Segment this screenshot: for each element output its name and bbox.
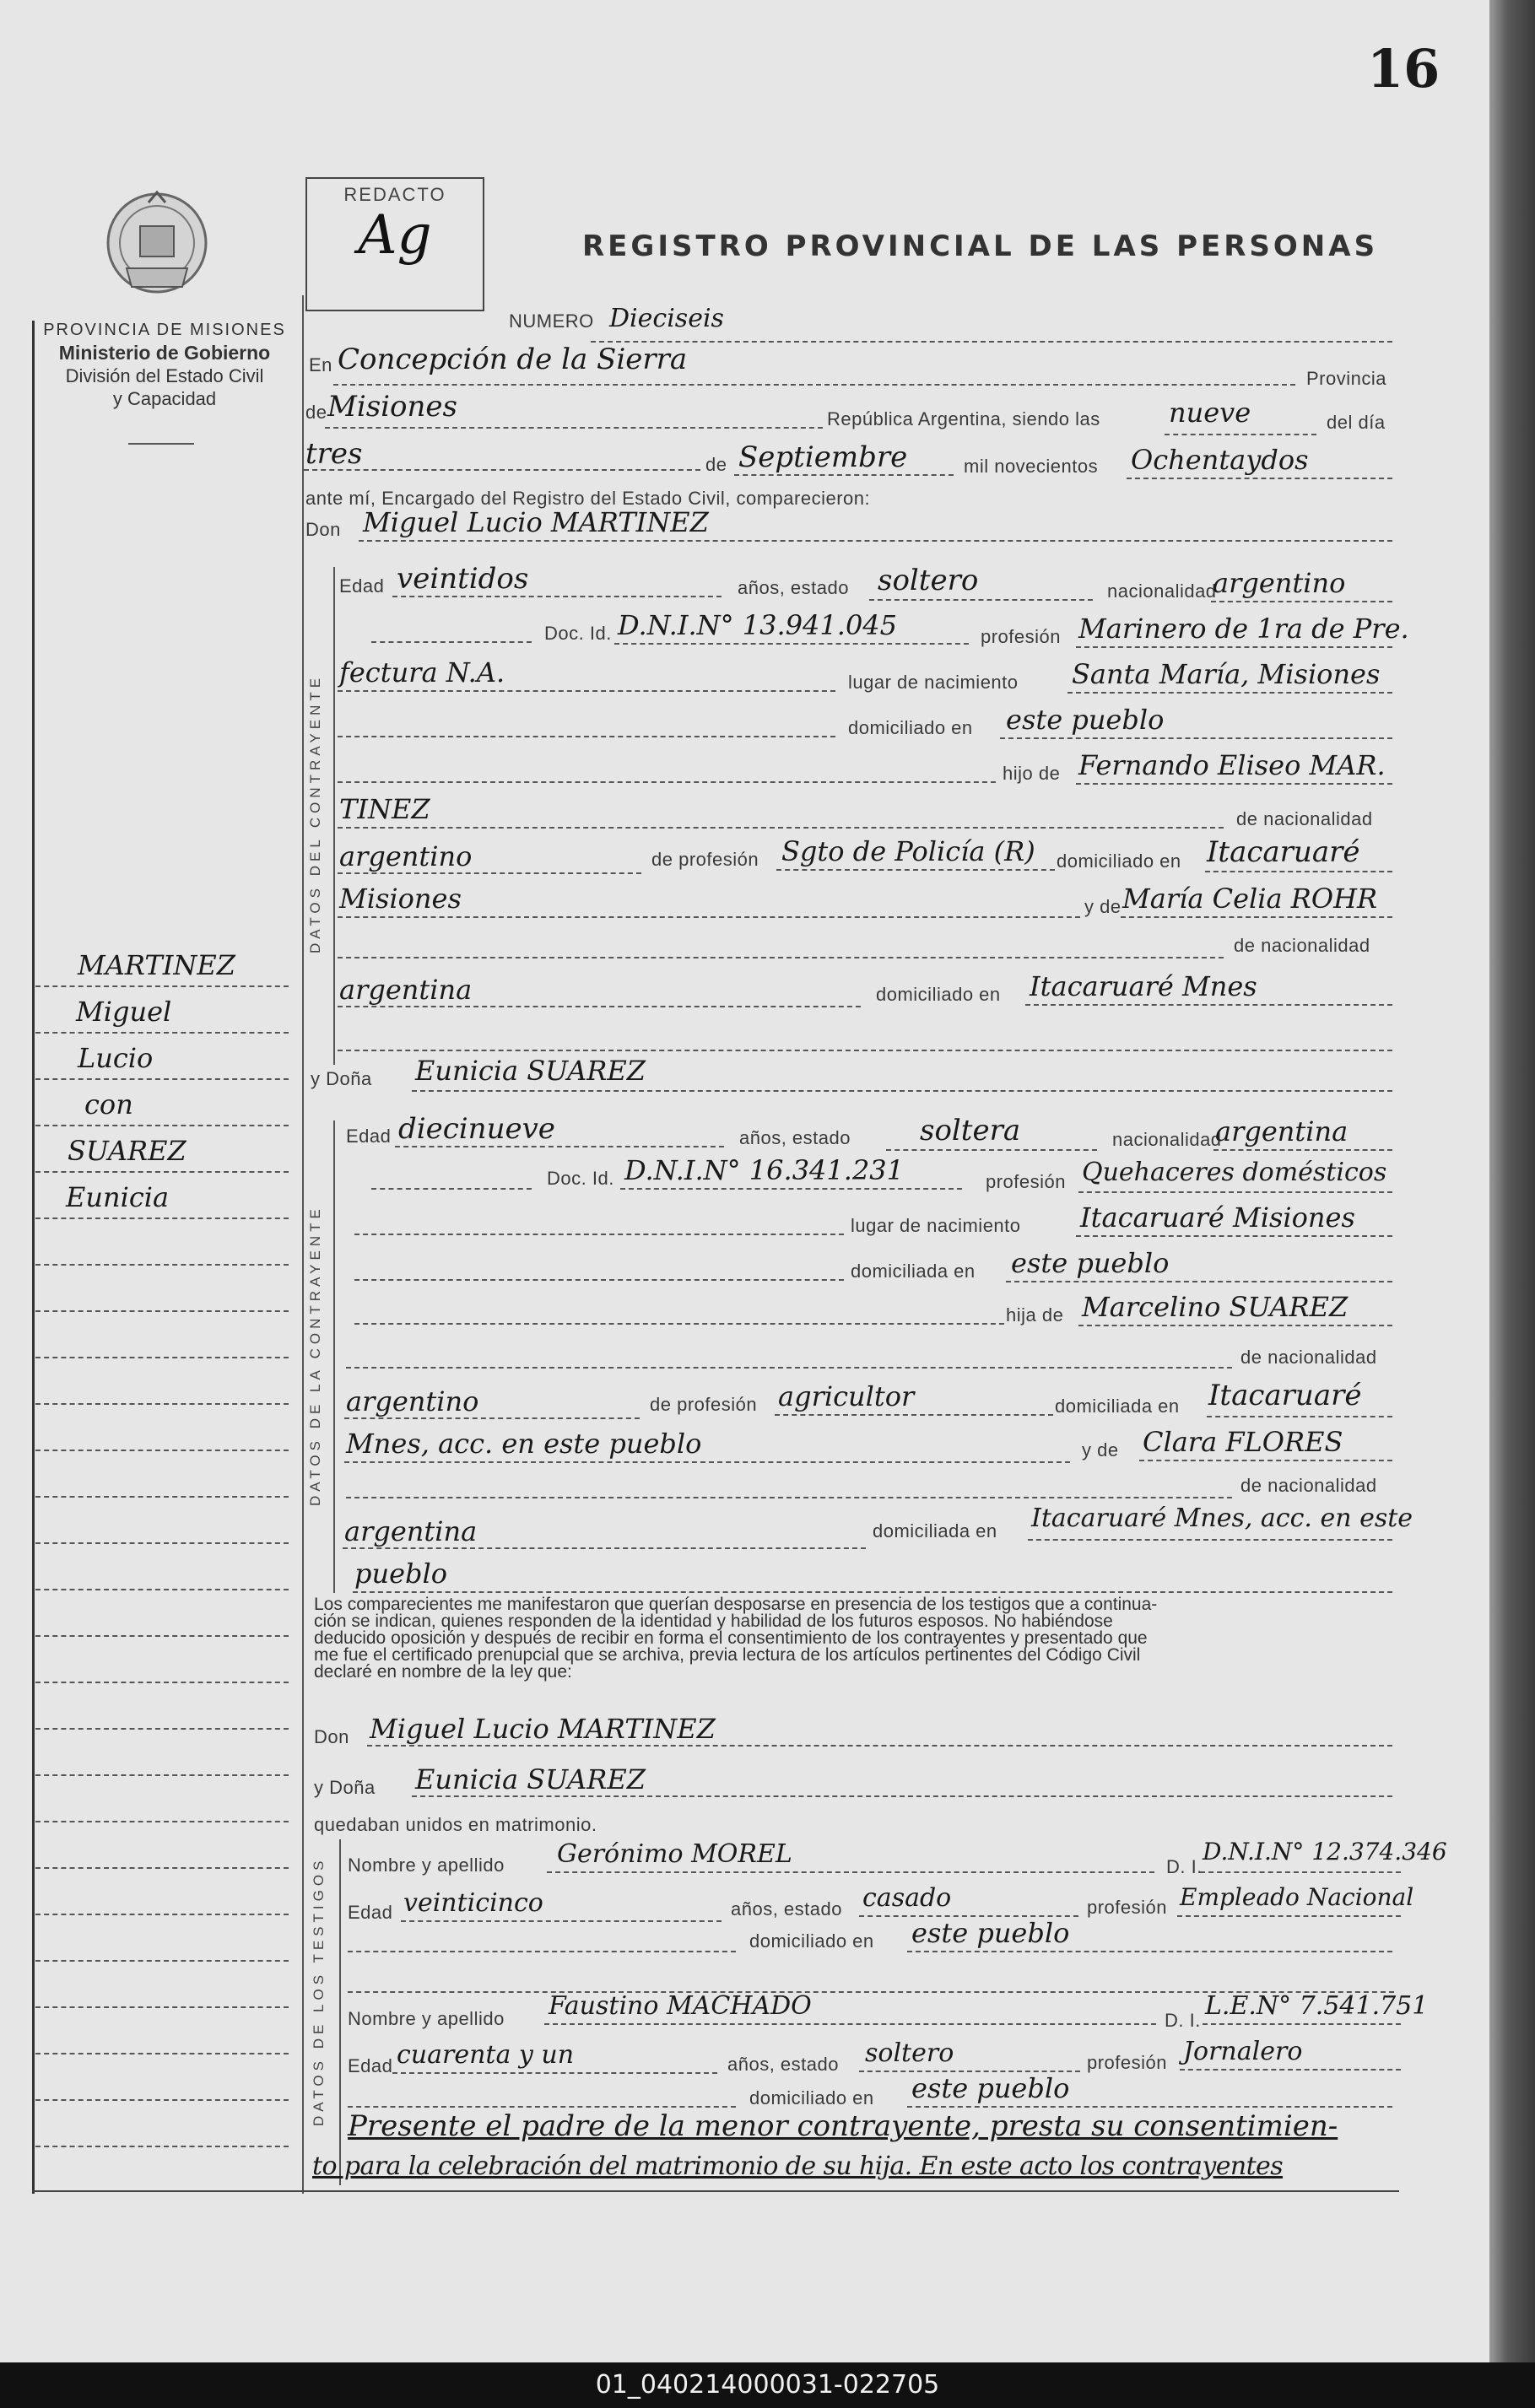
witness1-nombre-label: Nombre y apellido (348, 1855, 505, 1876)
bride-profesion-label: profesión (986, 1171, 1067, 1192)
witness2-domicilio: este pueblo (911, 2072, 1070, 2104)
witness2-edad-rule (392, 2072, 717, 2074)
body-frame-line (302, 295, 304, 2194)
sidebar-rule (35, 2053, 289, 2054)
groom-anios-estado-label: años, estado (738, 577, 849, 598)
witness2-edad-label: Edad (348, 2055, 393, 2076)
lugar-value: Concepción de la Sierra (338, 343, 688, 376)
bride-edad: diecinueve (398, 1112, 555, 1146)
binding-edge (1489, 0, 1535, 2362)
bride-nacionalidad: argentina (1215, 1115, 1349, 1147)
anio-rule (1127, 478, 1392, 479)
groom-domiciliado-label: domiciliado en (848, 717, 973, 738)
witness1-profesion-label: profesión (1087, 1897, 1168, 1918)
declaration-dona: Eunicia SUAREZ (415, 1763, 646, 1795)
de-label-2: de (705, 454, 727, 475)
bride-padre-dom-2-rule (344, 1461, 1070, 1463)
bride-padre-rule (1078, 1325, 1392, 1326)
witness2-nombre-rule (544, 2023, 1156, 2025)
declaration-line-4: me fue el certificado prenupcial que se archiva, previa lectura de los artículos pertinentes del Código Civil (314, 1645, 1141, 1665)
groom-madre-nac: argentina (339, 974, 473, 1006)
groom-profesion-label: profesión (981, 626, 1062, 647)
sidebar-rule (35, 1357, 289, 1358)
bride-padre: Marcelino SUAREZ (1082, 1291, 1349, 1323)
sidebar-rule (35, 1542, 289, 1544)
numero-rule (591, 341, 1392, 343)
groom-estado-rule (869, 599, 1093, 601)
redacto-label: REDACTO (343, 184, 446, 205)
groom-padre-1: Fernando Eliseo MAR. (1078, 749, 1386, 781)
sidebar-header (34, 319, 295, 410)
bride-hija-label: hija de (1006, 1304, 1064, 1325)
bride-doc-pre-rule (371, 1188, 532, 1190)
bride-de-nacionalidad-label: de nacionalidad (1240, 1347, 1377, 1368)
witness1-dom-pre-rule (348, 1951, 736, 1952)
declaration-line-5: declaré en nombre de la ley que: (314, 1662, 572, 1682)
bride-hija-pre-rule (354, 1323, 1004, 1325)
witness1-nombre: Gerónimo MOREL (557, 1839, 792, 1869)
witness2-domicilio-rule (907, 2106, 1392, 2108)
groom-hijo-pre-rule (338, 781, 996, 783)
groom-de-profesion-label: de profesión (651, 849, 759, 870)
bride-intro-label: y Doña (311, 1068, 372, 1089)
bride-profesion-rule (1078, 1191, 1392, 1193)
groom-padre-nac-rule (338, 872, 641, 874)
sidebar-rule (35, 2006, 289, 2008)
sidebar-rule (35, 1774, 289, 1776)
left-frame-line (32, 321, 35, 2194)
sidebar-rule (35, 1403, 289, 1405)
sidebar-rule (35, 1914, 289, 1915)
groom-padre-rule (1076, 783, 1392, 785)
bride-lugar-nac-label: lugar de nacimiento (851, 1215, 1021, 1236)
groom-lugar-nac-label: lugar de nacimiento (848, 672, 1019, 693)
bride-madre-rule (1139, 1460, 1392, 1461)
sidebar-rule (35, 1032, 289, 1034)
witness2-profesion: Jornalero (1183, 2037, 1303, 2066)
bride-padre-dom-label: domiciliada en (1055, 1396, 1180, 1417)
declaration-line-3: deducido oposición y después de recibir en forma el consentimiento de los contrayentes y presentado que (314, 1628, 1148, 1648)
quedaban-label: quedaban unidos en matrimonio. (314, 1814, 597, 1835)
sidebar-separator (128, 443, 194, 445)
witness1-domicilio: este pueblo (911, 1917, 1070, 1949)
declaration-line-2: ción se indican, quienes responden de la identidad y habilidad de los futuros esposos. No habiéndose (314, 1612, 1113, 1631)
sidebar-province: PROVINCIA DE MISIONES (43, 321, 286, 339)
declaration-don-label: Don (314, 1726, 349, 1747)
bride-padre-nac-rule (344, 1417, 640, 1419)
witness1-di-rule (1200, 1871, 1401, 1873)
groom-padre-dom-2-rule (338, 916, 1080, 918)
bride-y-de-label: y de (1082, 1439, 1119, 1460)
bride-section-label: DATOS DE LA CONTRAYENTE (307, 1205, 323, 1506)
bride-padre-pre-rule (346, 1367, 1232, 1369)
groom-dom-pre-rule (338, 736, 835, 737)
bride-doc-rule (620, 1188, 962, 1190)
witness-section-bracket (339, 1839, 341, 2185)
groom-profesion-rule (1076, 646, 1392, 648)
sidebar-rule (35, 1171, 289, 1173)
sidebar-rule (35, 1496, 289, 1498)
groom-section-label: DATOS DEL CONTRAYENTE (307, 673, 323, 953)
margin-name-1: MARTINEZ (78, 949, 235, 981)
witness2-domiciliado-label: domiciliado en (749, 2087, 874, 2108)
margin-name-6: Eunicia (66, 1181, 170, 1213)
groom-madre-dom-label: domiciliado en (876, 984, 1001, 1005)
bride-domiciliada-label: domiciliada en (851, 1261, 976, 1282)
groom-madre-rule (1121, 916, 1392, 918)
page-number: 16 (1367, 38, 1440, 100)
bride-dom-pre-rule (354, 1279, 844, 1281)
bride-madre-nac: argentina (344, 1515, 478, 1547)
groom-doc-label: Doc. Id. (544, 623, 612, 644)
bride-madre-dom-label: domiciliada en (873, 1520, 997, 1541)
groom-doc: D.N.I.N° 13.941.045 (618, 609, 898, 641)
sidebar-rule (35, 1264, 289, 1266)
redacto-initials: Ag (358, 204, 432, 267)
bride-de-nacionalidad-label-2: de nacionalidad (1240, 1475, 1377, 1496)
groom-madre: María Celia ROHR (1122, 883, 1378, 915)
don-label: Don (305, 519, 341, 540)
margin-name-3: Lucio (78, 1042, 154, 1074)
bride-padre-dom-1: Itacaruaré (1208, 1379, 1362, 1412)
groom-domicilio: este pueblo (1006, 704, 1165, 736)
sidebar-rule (35, 1821, 289, 1822)
sidebar-rule (35, 2099, 289, 2101)
sidebar-rule (35, 1682, 289, 1683)
registry-title: REGISTRO PROVINCIAL DE LAS PERSONAS (582, 229, 1379, 263)
margin-name-4: con (84, 1088, 133, 1120)
groom-madre-nac-rule (338, 1006, 861, 1007)
bride-profesion: Quehaceres domésticos (1082, 1158, 1387, 1187)
witness2-nombre-label: Nombre y apellido (348, 2008, 505, 2029)
margin-name-2: Miguel (76, 996, 172, 1028)
witness2-estado: soltero (865, 2038, 954, 2068)
groom-madre-dom: Itacaruaré Mnes (1030, 970, 1257, 1002)
witness2-dom-pre-rule (348, 2106, 736, 2108)
bride-nacionalidad-label: nacionalidad (1112, 1129, 1222, 1150)
bride-doc: D.N.I.N° 16.341.231 (624, 1154, 905, 1186)
bride-lugar-pre-rule (354, 1234, 844, 1235)
groom-padre-dom-label: domiciliado en (1057, 850, 1181, 872)
groom-nacionalidad-label: nacionalidad (1107, 580, 1217, 602)
declaration-line-1: Los comparecientes me manifestaron que querían desposarse en presencia de los testigos que a continua- (314, 1595, 1158, 1614)
bride-madre-dom-2: pueblo (354, 1558, 448, 1590)
sidebar-rule (35, 1217, 289, 1219)
lugar-rule (333, 384, 1295, 386)
en-label: En (309, 354, 332, 375)
redacto-box (305, 177, 484, 311)
bride-madre-nac-rule (343, 1547, 866, 1549)
contrayente1-value: Miguel Lucio MARTINEZ (363, 506, 709, 538)
groom-de-nacionalidad-label-2: de nacionalidad (1234, 935, 1370, 956)
groom-edad: veintidos (397, 562, 529, 596)
groom-nacionalidad-rule (1211, 601, 1392, 602)
de-label: de (305, 402, 327, 423)
bride-madre-dom-rule (1028, 1539, 1392, 1541)
groom-section-bracket (333, 567, 335, 1065)
groom-edad-rule (392, 596, 722, 597)
sidebar-rule (35, 1960, 289, 1962)
sidebar-rule (35, 1078, 289, 1080)
groom-domicilio-rule (1000, 737, 1392, 739)
sidebar-rule (35, 2146, 289, 2147)
groom-blank-rule (338, 1050, 1392, 1051)
witness1-domicilio-rule (907, 1951, 1392, 1952)
declaration-dona-rule (412, 1795, 1392, 1797)
groom-madre-pre-rule (338, 957, 1224, 958)
bride-lugar-nac-rule (1076, 1235, 1392, 1237)
groom-de-nacionalidad-label: de nacionalidad (1236, 808, 1373, 829)
bride-edad-rule (395, 1146, 724, 1147)
groom-padre-prof: Sgto de Policía (R) (781, 835, 1035, 867)
groom-profesion-1: Marinero de 1ra de Pre. (1078, 613, 1409, 645)
numero-value: Dieciseis (609, 304, 724, 333)
witness2-di-rule (1203, 2023, 1401, 2025)
declaration-don-rule (367, 1745, 1392, 1747)
witness1-domiciliado-label: domiciliado en (749, 1930, 874, 1952)
sidebar-rule (35, 1867, 289, 1869)
declaration-paragraph (314, 1596, 1403, 1681)
anio-value: Ochentaydos (1131, 444, 1309, 476)
sidebar-rule (35, 1635, 289, 1637)
bride-nombre: Eunicia SUAREZ (415, 1055, 646, 1087)
bride-padre-nac: argentino (346, 1385, 479, 1417)
mes-rule (734, 474, 954, 476)
provincia-rule (325, 427, 823, 429)
groom-padre-dom-1: Itacaruaré (1207, 835, 1360, 869)
bottom-rule (32, 2190, 1399, 2192)
bride-estado-rule (886, 1149, 1097, 1151)
bride-lugar-nac: Itacaruaré Misiones (1080, 1201, 1355, 1234)
witness1-edad-rule (401, 1920, 722, 1922)
dia-value: tres (305, 437, 363, 471)
groom-doc-rule (614, 643, 969, 645)
groom-padre-2-rule (338, 827, 1224, 829)
sidebar-rule (35, 1728, 289, 1730)
sidebar-ministry: Ministerio de Gobierno (58, 342, 271, 364)
sidebar-rule (35, 1125, 289, 1126)
witness1-profesion: Empleado Nacional (1180, 1883, 1414, 1911)
footer-caption: 01_040214000031-022705 (0, 2362, 1535, 2408)
mil-label: mil novecientos (964, 456, 1099, 477)
witness1-di: D.N.I.N° 12.374.346 (1203, 1838, 1447, 1865)
groom-y-de-label: y de (1084, 896, 1122, 917)
witness1-di-label: D. I. (1166, 1856, 1203, 1877)
sidebar-rule (35, 1450, 289, 1451)
mes-value: Septiembre (738, 440, 908, 474)
groom-edad-label: Edad (339, 575, 385, 597)
groom-lugar-nac-rule (1067, 692, 1392, 694)
groom-hijo-label: hijo de (1003, 763, 1061, 784)
notes-line-2: to para la celebración del matrimonio de su hija. En este acto los contrayentes (312, 2152, 1284, 2181)
groom-nacionalidad: argentino (1213, 567, 1346, 599)
ante-label: ante mí, Encargado del Registro del Estado Civil, comparecieron: (305, 488, 871, 509)
groom-padre-2: TINEZ (339, 793, 430, 825)
witness1-anios-estado-label: años, estado (731, 1898, 842, 1919)
bride-nacionalidad-rule (1213, 1149, 1392, 1151)
sidebar-rule (35, 1310, 289, 1312)
groom-lugar-nac: Santa María, Misiones (1072, 658, 1381, 690)
witness1-edad: veinticinco (403, 1888, 543, 1918)
bride-padre-dom-2: Mnes, acc. en este pueblo (346, 1428, 702, 1460)
witness2-profesion-rule (1180, 2069, 1401, 2071)
del-dia-label: del día (1327, 412, 1386, 433)
sidebar-rule (35, 985, 289, 987)
bride-nombre-rule (412, 1090, 1392, 1092)
hora-rule (1165, 434, 1316, 435)
declaration-dona-label: y Doña (314, 1777, 376, 1798)
groom-profesion-2: fectura N.A. (339, 656, 505, 688)
provincia-label: Provincia (1306, 368, 1386, 389)
republica-label: República Argentina, siendo las (827, 408, 1100, 429)
bride-madre-dom-2-rule (353, 1591, 1392, 1593)
bride-padre-dom-rule (1207, 1416, 1392, 1417)
witness1-nombre-rule (547, 1871, 1154, 1873)
groom-padre-prof-rule (776, 869, 1055, 871)
bride-madre-dom-1: Itacaruaré Mnes, acc. en este (1031, 1504, 1413, 1533)
contrayente1-rule (359, 540, 1392, 542)
numero-label: NUMERO (509, 310, 594, 332)
bride-estado: soltera (920, 1114, 1021, 1147)
bride-madre-pre-rule (346, 1497, 1232, 1498)
groom-padre-dom-2: Misiones (339, 883, 462, 915)
witness1-edad-label: Edad (348, 1902, 393, 1923)
witness2-edad: cuarenta y un (397, 2040, 575, 2070)
groom-estado: soltero (878, 564, 979, 597)
witness1-profesion-rule (1177, 1915, 1401, 1917)
groom-padre-nac: argentino (339, 840, 473, 872)
groom-doc-pre-rule (371, 641, 532, 643)
bride-domicilio-rule (1006, 1281, 1392, 1282)
bride-anios-estado-label: años, estado (739, 1127, 851, 1148)
bride-section-bracket (333, 1120, 335, 1593)
provincia-value: Misiones (327, 390, 457, 424)
witness1-estado: casado (862, 1883, 952, 1913)
sidebar-division: División del Estado Civil (65, 365, 264, 386)
witness2-profesion-label: profesión (1087, 2052, 1168, 2073)
bride-padre-prof-rule (775, 1414, 1053, 1416)
bride-madre: Clara FLORES (1143, 1426, 1343, 1458)
dia-rule (304, 469, 700, 471)
province-seal-icon (101, 186, 213, 304)
witness2-anios-estado-label: años, estado (727, 2054, 839, 2075)
witness2-di-label: D. I. (1165, 2010, 1201, 2031)
bride-de-profesion-label: de profesión (650, 1394, 758, 1415)
groom-madre-dom-rule (1025, 1004, 1392, 1006)
bride-edad-label: Edad (346, 1126, 392, 1147)
sidebar-capacity: y Capacidad (112, 388, 217, 409)
bride-domicilio: este pueblo (1011, 1247, 1170, 1279)
hora-value: nueve (1169, 397, 1251, 429)
bride-padre-prof: agricultor (778, 1380, 915, 1412)
declaration-don: Miguel Lucio MARTINEZ (370, 1713, 716, 1745)
margin-name-5: SUAREZ (68, 1135, 186, 1167)
groom-padre-dom-rule (1205, 871, 1392, 872)
witness2-di: L.E.N° 7.541.751 (1205, 1991, 1429, 2021)
groom-profesion-2-rule (338, 690, 835, 692)
sidebar-rule (35, 1589, 289, 1590)
witness2-nombre: Faustino MACHADO (549, 1991, 812, 2021)
notes-line-1: Presente el padre de la menor contrayente, presta su consentimien- (348, 2109, 1338, 2143)
witness-section-label: DATOS DE LOS TESTIGOS (311, 1856, 327, 2126)
bride-doc-label: Doc. Id. (547, 1168, 614, 1189)
